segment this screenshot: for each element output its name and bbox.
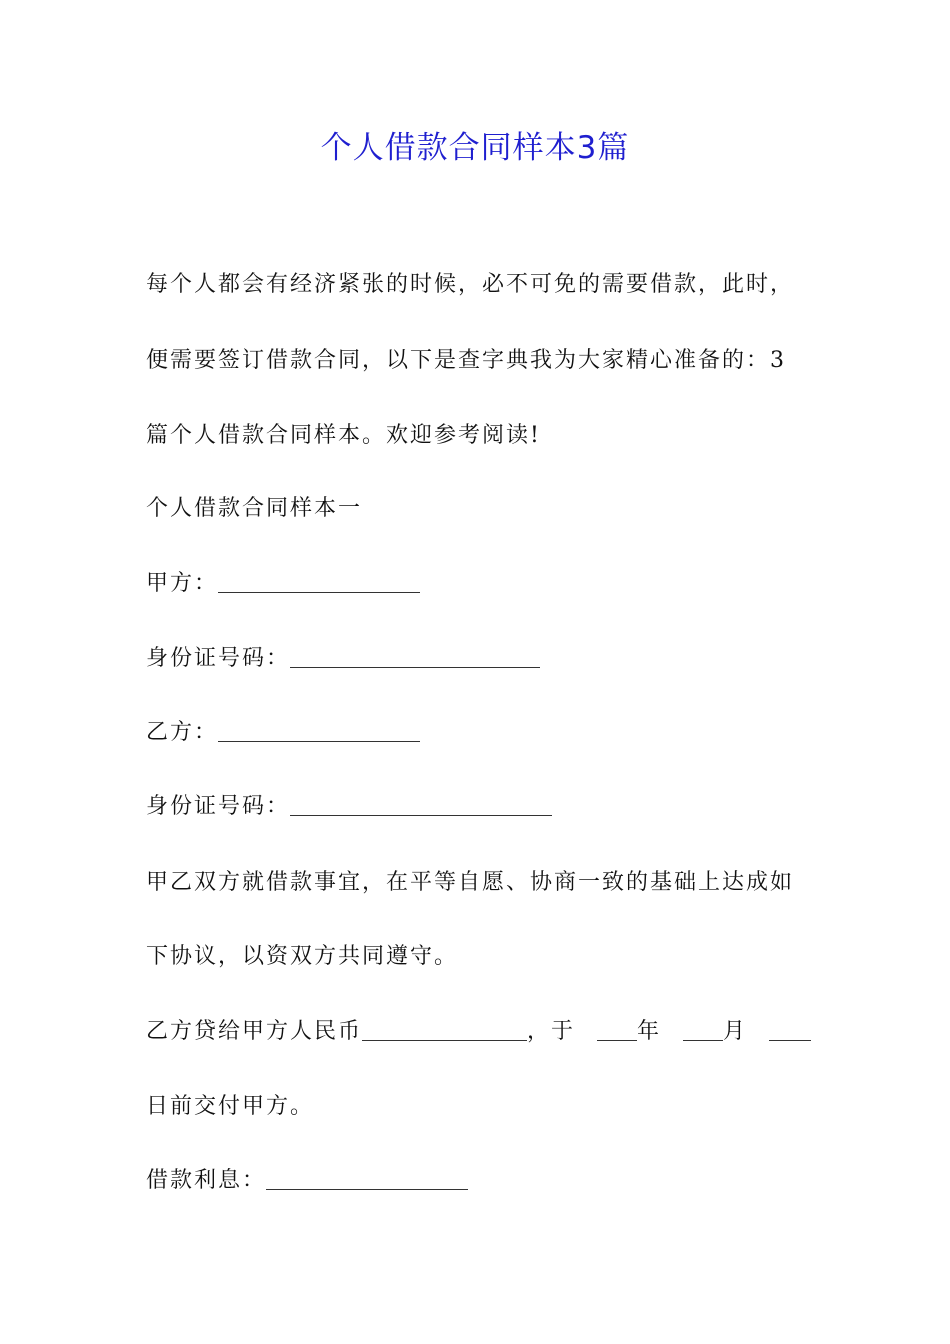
party-b-blank: [218, 719, 420, 742]
party-a-id-row: [146, 644, 540, 674]
loan-year-blank: [597, 1018, 637, 1041]
party-b-id-row: [146, 792, 552, 822]
party-a-id-label: 身份证号码：: [146, 646, 291, 671]
section-heading: 个人借款合同样本一: [146, 496, 363, 521]
document-title: 个人借款合同样本3篇: [320, 130, 630, 166]
party-b-label: 乙方：: [146, 720, 219, 745]
agreement-line-2: 下协议，以资双方共同遵守。: [146, 944, 459, 969]
intro-line-3: 篇个人借款合同样本。欢迎参考阅读!: [146, 423, 541, 448]
interest-label: 借款利息：: [146, 1168, 267, 1193]
party-a-label: 甲方：: [146, 571, 219, 596]
party-b-row: [146, 718, 420, 748]
interest-row: [146, 1166, 468, 1196]
party-a-row: [146, 569, 420, 599]
loan-clause-line-2: 日前交付甲方。: [146, 1094, 315, 1119]
intro-line-2: 便需要签订借款合同，以下是查字典我为大家精心准备的：3: [146, 348, 786, 373]
intro-line-1: 每个人都会有经济紧张的时候，必不可免的需要借款，此时，: [146, 272, 795, 297]
loan-prefix: 乙方贷给甲方人民币: [146, 1019, 363, 1044]
loan-day-blank: [769, 1018, 811, 1041]
agreement-line-1: 甲乙双方就借款事宜，在平等自愿、协商一致的基础上达成如: [146, 870, 795, 895]
party-a-blank: [218, 570, 420, 593]
loan-amount-blank: [362, 1018, 527, 1041]
interest-blank: [266, 1167, 468, 1190]
party-b-id-label: 身份证号码：: [146, 794, 291, 819]
loan-month-label: 月: [723, 1019, 748, 1044]
loan-year-label: 年: [637, 1019, 662, 1044]
party-a-id-blank: [290, 645, 540, 668]
loan-yu: ，于: [527, 1019, 576, 1044]
loan-month-blank: [683, 1018, 723, 1041]
loan-clause-line-1: [146, 1017, 811, 1047]
party-b-id-blank: [290, 793, 552, 816]
